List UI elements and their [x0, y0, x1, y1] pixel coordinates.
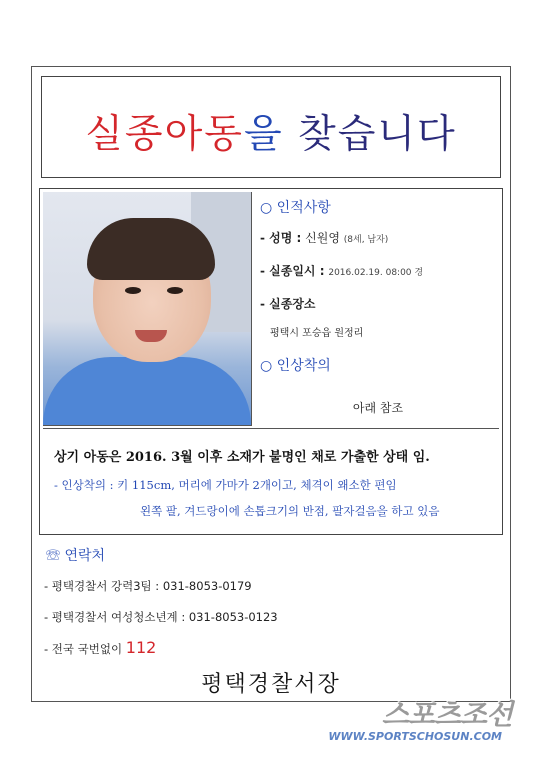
- emergency-number: 112: [125, 638, 157, 657]
- photo-shirt: [43, 357, 251, 425]
- title-box: [41, 76, 501, 178]
- description-line-1: - 인상착의 : 키 115cm, 머리에 가마가 2개이고, 체격이 왜소한 편임: [54, 478, 397, 492]
- personal-info: [260, 197, 496, 416]
- description-line-2: 왼쪽 팔, 겨드랑이에 손톱크기의 반점, 팔자걸음을 하고 있음: [140, 504, 440, 518]
- title-part-blue: 을: [243, 112, 299, 157]
- missing-child-poster: [31, 66, 511, 702]
- personal-heading: ○ 인적사항: [260, 200, 331, 216]
- signature: 평택경찰서장: [201, 672, 341, 697]
- poster-title: [42, 103, 500, 159]
- place-value: 평택시 포승읍 원정리: [270, 328, 364, 339]
- watermark-logo: 스포츠조선: [381, 698, 512, 731]
- contact-heading: ☏ 연락처: [46, 548, 106, 564]
- appearance-heading: ○ 인상착의: [260, 358, 331, 374]
- title-part-dark: 찾습니다: [298, 112, 457, 157]
- contact-row-3: - 전국 국번없이 112: [44, 638, 157, 657]
- place-row: - 실종장소: [260, 297, 316, 311]
- contact-row-1: - 평택경찰서 강력3팀 : 031-8053-0179: [44, 579, 252, 593]
- child-photo: [43, 192, 252, 426]
- info-box: [39, 188, 503, 535]
- photo-hair: [87, 218, 215, 280]
- statement-text: 상기 아동은 2016. 3월 이후 소재가 불명인 채로 가출한 상태 임.: [54, 450, 430, 465]
- name-row: - 성명 : 신원영 (8세, 남자): [260, 231, 389, 245]
- contact-section: [46, 545, 500, 565]
- divider: [43, 428, 499, 429]
- appearance-note: 아래 참조: [352, 401, 404, 415]
- contact-row-2: - 평택경찰서 여성청소년계 : 031-8053-0123: [44, 610, 278, 624]
- date-row: - 실종일시 : 2016.02.19. 08:00 경: [260, 264, 424, 278]
- title-part-red: 실종아동: [85, 112, 244, 157]
- watermark-url: WWW.SPORTSCHOSUN.COM: [328, 730, 502, 743]
